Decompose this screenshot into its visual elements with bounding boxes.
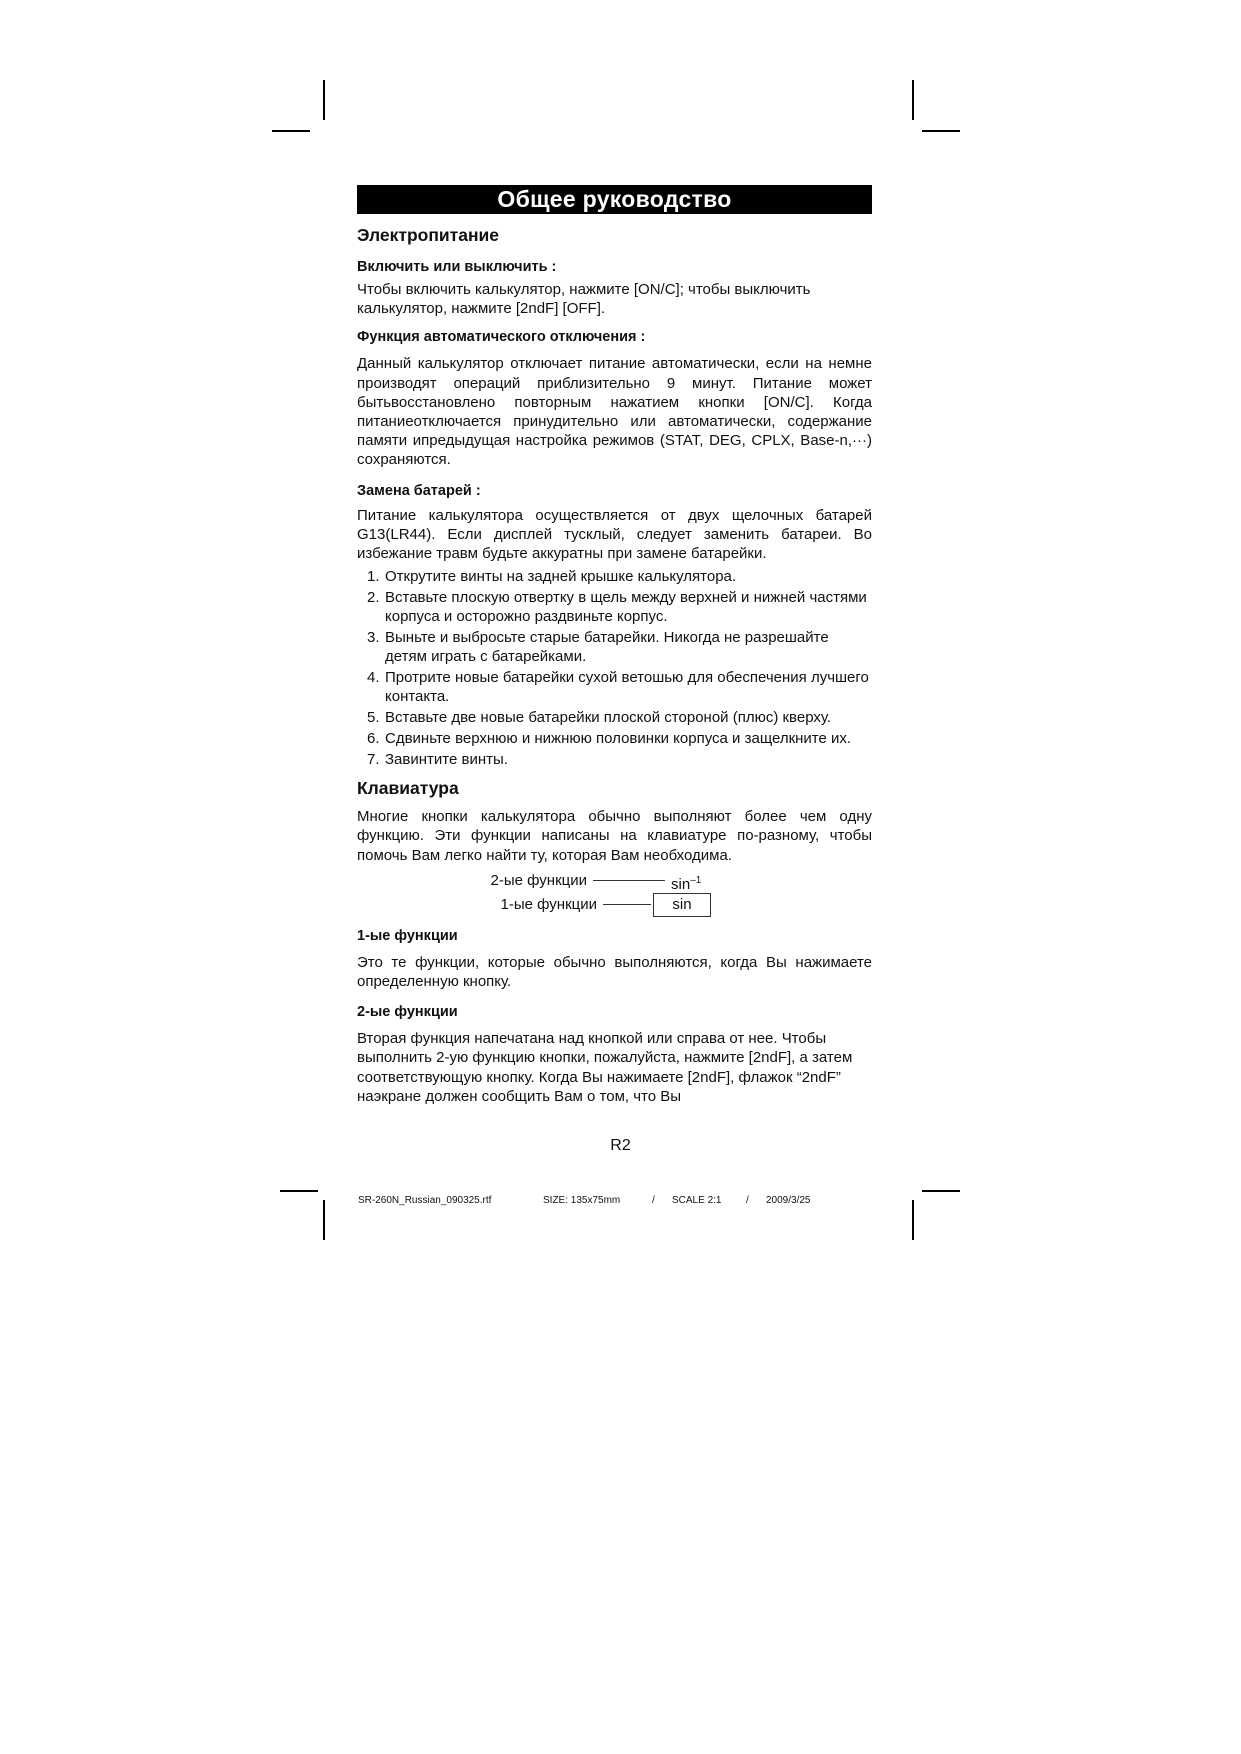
step-text: Завинтите винты.	[385, 751, 508, 769]
step-number: 1.	[367, 568, 380, 586]
list-item	[357, 708, 872, 727]
footer-scale: SCALE 2:1	[672, 1195, 722, 1206]
crop-mark-top-left-vertical	[323, 80, 325, 120]
footer-date: 2009/3/25	[766, 1195, 811, 1206]
second-key-superscript: –1	[690, 874, 702, 886]
keyboard-intro: Многие кнопки калькулятора обычно выполняют более чем одну функцию. Эти функции написаны на клавиатуре по-разному, чтобы помочь Вам легко найти ту, которая Вам необходима.	[357, 808, 872, 864]
list-item	[357, 567, 872, 586]
onoff-title: Включить или выключить :	[357, 259, 557, 275]
autooff-title: Функция автоматического отключения :	[357, 329, 646, 346]
step-number: 7.	[367, 751, 380, 769]
autooff-text: Данный калькулятор отключает питание автоматически, если на немне производят операций приблизительно 9 минут. Питание может бытьвосстановлено повторным нажатием кнопки [ON/C]. Когда питаниеотключается принудительно или автоматически, содержание памяти ипредыдущая настройка режимов (STAT, DEG, CPLX, Base-n,···) сохраняются.	[357, 355, 872, 469]
step-number: 2.	[367, 589, 380, 607]
step-number: 4.	[367, 669, 380, 687]
second-functions-text: Вторая функция напечатана над кнопкой или справа от нее. Чтобы выполнить 2-ую функцию кнопки, пожалуйста, нажмите [2ndF], а затем соответствующую кнопку. Когда Вы нажимаете [2ndF], флажок “2ndF” наэкране должен сообщить Вам о том, что Вы	[357, 1030, 853, 1105]
second-function-leader-line	[593, 880, 665, 881]
sin-key: sin	[653, 893, 711, 917]
battery-title: Замена батарей :	[357, 482, 481, 499]
crop-mark-bottom-left-horizontal	[280, 1190, 318, 1192]
step-text: Открутите винты на задней крышке калькулятора.	[385, 568, 737, 586]
section-banner: Общее руководство	[357, 185, 872, 214]
step-number: 5.	[367, 709, 380, 727]
step-text: Сдвиньте верхнюю и нижнюю половинки корпуса и защелкните их.	[385, 730, 852, 748]
crop-mark-bottom-right-horizontal	[922, 1190, 960, 1192]
step-number: 3.	[367, 629, 380, 647]
step-number: 6.	[367, 730, 380, 748]
second-function-key-label	[671, 871, 701, 894]
crop-mark-bottom-right-vertical	[912, 1200, 914, 1240]
list-item	[357, 588, 872, 626]
list-item	[357, 628, 872, 666]
crop-mark-top-right-vertical	[912, 80, 914, 120]
crop-mark-bottom-left-vertical	[323, 1200, 325, 1240]
step-text: Вставьте две новые батарейки плоской стороной (плюс) кверху.	[385, 709, 832, 727]
onoff-text: Чтобы включить калькулятор, нажмите [ON/C]; чтобы выключить калькулятор, нажмите [2ndF] [OFF].	[357, 281, 811, 318]
battery-text: Питание калькулятора осуществляется от двух щелочных батарей G13(LR44). Если дисплей тусклый, следует заменить батареи. Во избежание травм будьте аккуратны при замене батарейки.	[357, 506, 872, 563]
second-function-label: 2-ые функции	[490, 871, 587, 889]
keyboard-heading: Клавиатура	[357, 778, 459, 799]
step-text: Протрите новые батарейки сухой ветошью для обеспечения лучшего контакта.	[385, 669, 869, 706]
first-function-leader-line	[603, 904, 651, 905]
crop-mark-top-right-horizontal	[922, 130, 960, 132]
step-text: Вставьте плоскую отвертку в щель между верхней и нижней частями корпуса и осторожно раздвиньте корпус.	[385, 589, 867, 626]
battery-steps-list	[357, 567, 872, 769]
list-item	[357, 729, 872, 748]
list-item	[357, 750, 872, 769]
footer-separator: /	[746, 1195, 749, 1206]
first-functions-title: 1-ые функции	[357, 927, 458, 944]
first-functions-text: Это те функции, которые обычно выполняются, когда Вы нажимаете определенную кнопку.	[357, 953, 872, 991]
footer-file: SR-260N_Russian_090325.rtf	[358, 1195, 492, 1206]
first-function-label: 1-ые функции	[500, 895, 597, 913]
second-key-text: sin	[671, 875, 691, 893]
page-number: R2	[610, 1137, 631, 1154]
second-functions-title: 2-ые функции	[357, 1004, 458, 1021]
page-content	[357, 185, 872, 1116]
step-text: Выньте и выбросьте старые батарейки. Никогда не разрешайте детям играть с батарейками.	[385, 629, 829, 666]
footer-size: SIZE: 135x75mm	[543, 1195, 621, 1206]
footer-separator: /	[652, 1195, 655, 1206]
power-heading: Электропитание	[357, 225, 500, 245]
key-function-diagram	[357, 869, 872, 919]
crop-mark-top-left-horizontal	[272, 130, 310, 132]
list-item	[357, 668, 872, 706]
